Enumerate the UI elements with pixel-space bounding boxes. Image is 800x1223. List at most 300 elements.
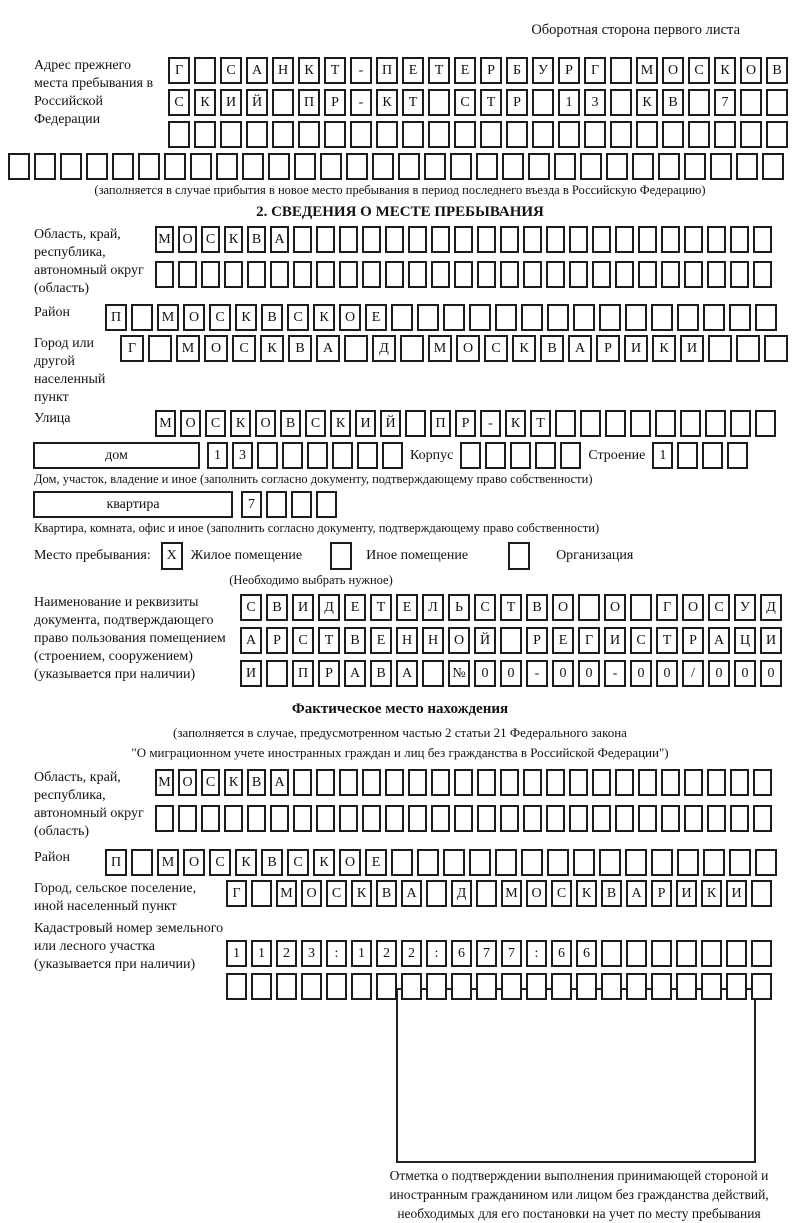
form-cell[interactable] — [332, 442, 353, 469]
form-cell[interactable]: Т — [500, 594, 522, 621]
form-cell[interactable] — [584, 121, 606, 148]
form-cell[interactable]: О — [662, 57, 684, 84]
form-cell[interactable] — [451, 973, 472, 1000]
form-cell[interactable]: 2 — [401, 940, 422, 967]
form-cell[interactable] — [291, 491, 312, 518]
form-cell[interactable]: А — [401, 880, 422, 907]
form-cell[interactable] — [391, 304, 413, 331]
form-cell[interactable]: А — [240, 627, 262, 654]
form-cell[interactable]: Е — [396, 594, 418, 621]
form-cell[interactable] — [638, 769, 657, 796]
form-cell[interactable] — [707, 805, 726, 832]
form-cell[interactable] — [454, 226, 473, 253]
form-cell[interactable]: / — [682, 660, 704, 687]
form-cell[interactable] — [400, 335, 424, 362]
form-cell[interactable]: В — [261, 849, 283, 876]
form-cell[interactable]: О — [682, 594, 704, 621]
form-cell[interactable]: 1 — [207, 442, 228, 469]
form-cell[interactable] — [684, 769, 703, 796]
form-cell[interactable] — [422, 660, 444, 687]
form-cell[interactable] — [576, 973, 597, 1000]
form-cell[interactable]: В — [370, 660, 392, 687]
form-cell[interactable]: В — [601, 880, 622, 907]
form-cell[interactable] — [632, 153, 654, 180]
form-cell[interactable] — [362, 805, 381, 832]
form-cell[interactable] — [476, 973, 497, 1000]
form-cell[interactable] — [500, 261, 519, 288]
form-cell[interactable] — [131, 849, 153, 876]
form-cell[interactable] — [148, 335, 172, 362]
form-cell[interactable]: В — [540, 335, 564, 362]
form-cell[interactable] — [573, 304, 595, 331]
form-cell[interactable] — [546, 769, 565, 796]
form-cell[interactable] — [753, 261, 772, 288]
form-cell[interactable] — [560, 442, 581, 469]
form-cell[interactable]: С — [232, 335, 256, 362]
form-cell[interactable] — [362, 769, 381, 796]
form-cell[interactable] — [605, 410, 626, 437]
form-cell[interactable]: К — [512, 335, 536, 362]
form-cell[interactable]: А — [246, 57, 268, 84]
form-cell[interactable]: С — [287, 849, 309, 876]
form-cell[interactable]: И — [355, 410, 376, 437]
form-cell[interactable]: 1 — [226, 940, 247, 967]
form-cell[interactable]: Е — [402, 57, 424, 84]
form-cell[interactable]: О — [183, 304, 205, 331]
form-cell[interactable] — [351, 973, 372, 1000]
form-cell[interactable] — [307, 442, 328, 469]
form-cell[interactable] — [707, 769, 726, 796]
form-cell[interactable] — [34, 153, 56, 180]
form-cell[interactable] — [764, 335, 788, 362]
form-cell[interactable]: 1 — [652, 442, 673, 469]
form-cell[interactable]: Р — [526, 627, 548, 654]
form-cell[interactable]: С — [474, 594, 496, 621]
form-cell[interactable]: О — [552, 594, 574, 621]
form-cell[interactable]: 3 — [232, 442, 253, 469]
form-cell[interactable]: В — [247, 226, 266, 253]
form-cell[interactable]: Н — [396, 627, 418, 654]
form-cell[interactable]: 3 — [301, 940, 322, 967]
form-cell[interactable]: О — [604, 594, 626, 621]
form-cell[interactable]: Р — [455, 410, 476, 437]
form-cell[interactable] — [316, 805, 335, 832]
form-cell[interactable] — [740, 121, 762, 148]
form-cell[interactable] — [677, 849, 699, 876]
form-cell[interactable]: И — [760, 627, 782, 654]
form-cell[interactable] — [547, 849, 569, 876]
form-cell[interactable]: Т — [480, 89, 502, 116]
form-cell[interactable]: Г — [226, 880, 247, 907]
form-cell[interactable]: С — [209, 304, 231, 331]
form-cell[interactable] — [705, 410, 726, 437]
form-cell[interactable] — [194, 121, 216, 148]
form-cell[interactable] — [500, 805, 519, 832]
form-cell[interactable]: Е — [365, 849, 387, 876]
form-cell[interactable] — [546, 261, 565, 288]
form-cell[interactable] — [751, 880, 772, 907]
form-cell[interactable]: С — [326, 880, 347, 907]
form-cell[interactable] — [350, 121, 372, 148]
form-cell[interactable]: Р — [480, 57, 502, 84]
dom-box[interactable]: дом — [33, 442, 200, 469]
form-cell[interactable] — [201, 805, 220, 832]
form-cell[interactable] — [454, 769, 473, 796]
form-cell[interactable] — [661, 805, 680, 832]
form-cell[interactable] — [247, 261, 266, 288]
form-cell[interactable]: А — [568, 335, 592, 362]
form-cell[interactable] — [428, 121, 450, 148]
form-cell[interactable] — [247, 805, 266, 832]
form-cell[interactable] — [610, 89, 632, 116]
form-cell[interactable] — [320, 153, 342, 180]
form-cell[interactable] — [131, 304, 153, 331]
form-cell[interactable] — [454, 121, 476, 148]
form-cell[interactable]: - — [350, 89, 372, 116]
form-cell[interactable] — [601, 940, 622, 967]
form-cell[interactable]: Д — [451, 880, 472, 907]
form-cell[interactable]: О — [456, 335, 480, 362]
form-cell[interactable] — [610, 57, 632, 84]
form-cell[interactable] — [272, 121, 294, 148]
form-cell[interactable] — [606, 153, 628, 180]
form-cell[interactable]: 0 — [630, 660, 652, 687]
form-cell[interactable]: : — [426, 940, 447, 967]
form-cell[interactable]: К — [194, 89, 216, 116]
form-cell[interactable]: 0 — [734, 660, 756, 687]
form-cell[interactable]: 6 — [551, 940, 572, 967]
form-cell[interactable]: 2 — [276, 940, 297, 967]
form-cell[interactable] — [500, 226, 519, 253]
form-cell[interactable]: К — [260, 335, 284, 362]
form-cell[interactable] — [714, 121, 736, 148]
form-cell[interactable] — [736, 335, 760, 362]
form-cell[interactable] — [601, 973, 622, 1000]
form-cell[interactable] — [569, 805, 588, 832]
form-cell[interactable] — [376, 973, 397, 1000]
form-cell[interactable]: И — [680, 335, 704, 362]
form-cell[interactable]: Е — [365, 304, 387, 331]
form-cell[interactable] — [431, 226, 450, 253]
form-cell[interactable] — [385, 261, 404, 288]
form-cell[interactable] — [707, 261, 726, 288]
form-cell[interactable] — [257, 442, 278, 469]
form-cell[interactable] — [454, 805, 473, 832]
form-cell[interactable] — [362, 261, 381, 288]
form-cell[interactable]: 0 — [500, 660, 522, 687]
form-cell[interactable] — [521, 304, 543, 331]
kvartira-box[interactable]: квартира — [33, 491, 233, 518]
form-cell[interactable]: Р — [506, 89, 528, 116]
form-cell[interactable]: И — [676, 880, 697, 907]
form-cell[interactable]: С — [168, 89, 190, 116]
form-cell[interactable]: В — [376, 880, 397, 907]
form-cell[interactable]: М — [276, 880, 297, 907]
form-cell[interactable] — [615, 261, 634, 288]
form-cell[interactable]: А — [270, 769, 289, 796]
form-cell[interactable]: Р — [596, 335, 620, 362]
form-cell[interactable] — [326, 973, 347, 1000]
form-cell[interactable] — [703, 849, 725, 876]
form-cell[interactable] — [638, 261, 657, 288]
form-cell[interactable] — [316, 769, 335, 796]
form-cell[interactable] — [740, 89, 762, 116]
form-cell[interactable]: Е — [344, 594, 366, 621]
form-cell[interactable]: Е — [454, 57, 476, 84]
form-cell[interactable]: П — [105, 304, 127, 331]
form-cell[interactable] — [753, 805, 772, 832]
form-cell[interactable]: К — [224, 769, 243, 796]
form-cell[interactable]: Р — [651, 880, 672, 907]
form-cell[interactable] — [626, 940, 647, 967]
form-cell[interactable]: У — [734, 594, 756, 621]
form-cell[interactable] — [630, 410, 651, 437]
form-cell[interactable]: Г — [656, 594, 678, 621]
form-cell[interactable] — [626, 973, 647, 1000]
form-cell[interactable]: К — [330, 410, 351, 437]
form-cell[interactable]: Р — [324, 89, 346, 116]
form-cell[interactable] — [391, 849, 413, 876]
form-cell[interactable] — [684, 226, 703, 253]
form-cell[interactable]: С — [708, 594, 730, 621]
form-cell[interactable] — [662, 121, 684, 148]
form-cell[interactable] — [251, 880, 272, 907]
form-cell[interactable] — [701, 940, 722, 967]
form-cell[interactable] — [220, 121, 242, 148]
form-cell[interactable]: М — [155, 769, 174, 796]
form-cell[interactable] — [426, 973, 447, 1000]
form-cell[interactable]: В — [526, 594, 548, 621]
form-cell[interactable] — [592, 769, 611, 796]
form-cell[interactable] — [661, 261, 680, 288]
form-cell[interactable] — [190, 153, 212, 180]
form-cell[interactable]: В — [261, 304, 283, 331]
form-cell[interactable] — [385, 805, 404, 832]
form-cell[interactable] — [324, 121, 346, 148]
form-cell[interactable] — [688, 121, 710, 148]
form-cell[interactable] — [554, 153, 576, 180]
form-cell[interactable] — [546, 805, 565, 832]
form-cell[interactable] — [316, 261, 335, 288]
form-cell[interactable] — [431, 261, 450, 288]
form-cell[interactable] — [535, 442, 556, 469]
form-cell[interactable] — [424, 153, 446, 180]
form-cell[interactable] — [730, 410, 751, 437]
form-cell[interactable]: 0 — [552, 660, 574, 687]
form-cell[interactable] — [298, 121, 320, 148]
form-cell[interactable]: М — [636, 57, 658, 84]
form-cell[interactable] — [339, 226, 358, 253]
form-cell[interactable] — [477, 261, 496, 288]
form-cell[interactable] — [558, 121, 580, 148]
checkbox-zhiloe[interactable]: X — [161, 542, 183, 570]
form-cell[interactable]: П — [430, 410, 451, 437]
form-cell[interactable]: А — [270, 226, 289, 253]
form-cell[interactable]: О — [448, 627, 470, 654]
form-cell[interactable]: С — [201, 226, 220, 253]
form-cell[interactable] — [385, 226, 404, 253]
form-cell[interactable] — [293, 261, 312, 288]
form-cell[interactable] — [546, 226, 565, 253]
form-cell[interactable]: К — [576, 880, 597, 907]
form-cell[interactable]: О — [178, 769, 197, 796]
form-cell[interactable] — [755, 849, 777, 876]
form-cell[interactable] — [526, 973, 547, 1000]
form-cell[interactable]: Й — [380, 410, 401, 437]
form-cell[interactable]: 1 — [558, 89, 580, 116]
form-cell[interactable]: Г — [584, 57, 606, 84]
form-cell[interactable]: С — [292, 627, 314, 654]
form-cell[interactable] — [727, 442, 748, 469]
form-cell[interactable]: К — [505, 410, 526, 437]
form-cell[interactable]: 0 — [760, 660, 782, 687]
form-cell[interactable]: Т — [428, 57, 450, 84]
form-cell[interactable] — [661, 226, 680, 253]
form-cell[interactable] — [339, 261, 358, 288]
checkbox-inoe[interactable] — [330, 542, 352, 570]
form-cell[interactable]: Г — [120, 335, 144, 362]
form-cell[interactable]: О — [526, 880, 547, 907]
form-cell[interactable]: А — [344, 660, 366, 687]
form-cell[interactable]: С — [484, 335, 508, 362]
form-cell[interactable] — [270, 805, 289, 832]
form-cell[interactable] — [270, 261, 289, 288]
form-cell[interactable]: Й — [246, 89, 268, 116]
form-cell[interactable] — [339, 769, 358, 796]
form-cell[interactable] — [651, 973, 672, 1000]
form-cell[interactable]: Ц — [734, 627, 756, 654]
form-cell[interactable]: А — [626, 880, 647, 907]
form-cell[interactable] — [547, 304, 569, 331]
form-cell[interactable] — [569, 261, 588, 288]
form-cell[interactable]: К — [235, 304, 257, 331]
form-cell[interactable]: Р — [318, 660, 340, 687]
form-cell[interactable] — [580, 410, 601, 437]
form-cell[interactable]: Е — [370, 627, 392, 654]
form-cell[interactable] — [730, 226, 749, 253]
form-cell[interactable] — [266, 491, 287, 518]
form-cell[interactable] — [454, 261, 473, 288]
form-cell[interactable]: С — [209, 849, 231, 876]
form-cell[interactable]: П — [292, 660, 314, 687]
form-cell[interactable]: : — [526, 940, 547, 967]
form-cell[interactable] — [676, 940, 697, 967]
form-cell[interactable] — [86, 153, 108, 180]
form-cell[interactable]: 1 — [251, 940, 272, 967]
form-cell[interactable] — [766, 121, 788, 148]
form-cell[interactable] — [8, 153, 30, 180]
form-cell[interactable] — [680, 410, 701, 437]
form-cell[interactable] — [523, 226, 542, 253]
form-cell[interactable] — [272, 89, 294, 116]
form-cell[interactable]: О — [204, 335, 228, 362]
form-cell[interactable]: Т — [370, 594, 392, 621]
form-cell[interactable] — [417, 304, 439, 331]
form-cell[interactable]: В — [288, 335, 312, 362]
form-cell[interactable] — [599, 304, 621, 331]
form-cell[interactable]: 0 — [474, 660, 496, 687]
form-cell[interactable]: В — [266, 594, 288, 621]
form-cell[interactable]: И — [604, 627, 626, 654]
form-cell[interactable] — [726, 940, 747, 967]
form-cell[interactable] — [201, 261, 220, 288]
form-cell[interactable] — [684, 805, 703, 832]
form-cell[interactable] — [428, 89, 450, 116]
form-cell[interactable] — [753, 769, 772, 796]
form-cell[interactable]: 7 — [501, 940, 522, 967]
form-cell[interactable]: С — [240, 594, 262, 621]
form-cell[interactable]: С — [305, 410, 326, 437]
form-cell[interactable] — [402, 121, 424, 148]
form-cell[interactable]: К — [701, 880, 722, 907]
form-cell[interactable]: В — [280, 410, 301, 437]
form-cell[interactable] — [532, 121, 554, 148]
form-cell[interactable] — [293, 769, 312, 796]
form-cell[interactable] — [443, 849, 465, 876]
form-cell[interactable] — [344, 335, 368, 362]
form-cell[interactable] — [224, 261, 243, 288]
form-cell[interactable] — [625, 304, 647, 331]
form-cell[interactable] — [630, 594, 652, 621]
form-cell[interactable]: : — [326, 940, 347, 967]
form-cell[interactable]: М — [428, 335, 452, 362]
form-cell[interactable] — [710, 153, 732, 180]
form-cell[interactable] — [708, 335, 732, 362]
form-cell[interactable]: 6 — [451, 940, 472, 967]
form-cell[interactable] — [382, 442, 403, 469]
form-cell[interactable] — [408, 769, 427, 796]
form-cell[interactable] — [431, 769, 450, 796]
form-cell[interactable] — [501, 973, 522, 1000]
form-cell[interactable]: А — [708, 627, 730, 654]
form-cell[interactable] — [178, 261, 197, 288]
form-cell[interactable] — [615, 769, 634, 796]
form-cell[interactable]: Т — [324, 57, 346, 84]
form-cell[interactable]: С — [201, 769, 220, 796]
form-cell[interactable]: Т — [402, 89, 424, 116]
form-cell[interactable]: Н — [422, 627, 444, 654]
form-cell[interactable] — [615, 226, 634, 253]
form-cell[interactable] — [610, 121, 632, 148]
form-cell[interactable] — [266, 660, 288, 687]
form-cell[interactable]: - — [526, 660, 548, 687]
form-cell[interactable]: С — [551, 880, 572, 907]
form-cell[interactable] — [426, 880, 447, 907]
form-cell[interactable]: И — [292, 594, 314, 621]
form-cell[interactable]: К — [652, 335, 676, 362]
form-cell[interactable] — [469, 304, 491, 331]
form-cell[interactable]: Е — [552, 627, 574, 654]
form-cell[interactable] — [521, 849, 543, 876]
form-cell[interactable]: О — [178, 226, 197, 253]
form-cell[interactable] — [294, 153, 316, 180]
form-cell[interactable] — [569, 769, 588, 796]
form-cell[interactable]: Г — [168, 57, 190, 84]
form-cell[interactable]: 0 — [708, 660, 730, 687]
form-cell[interactable] — [730, 805, 749, 832]
form-cell[interactable] — [766, 89, 788, 116]
form-cell[interactable] — [569, 226, 588, 253]
form-cell[interactable] — [246, 121, 268, 148]
form-cell[interactable] — [599, 849, 621, 876]
form-cell[interactable] — [661, 769, 680, 796]
form-cell[interactable]: М — [176, 335, 200, 362]
form-cell[interactable] — [625, 849, 647, 876]
form-cell[interactable]: Т — [318, 627, 340, 654]
form-cell[interactable] — [755, 410, 776, 437]
form-cell[interactable]: К — [351, 880, 372, 907]
form-cell[interactable] — [730, 769, 749, 796]
